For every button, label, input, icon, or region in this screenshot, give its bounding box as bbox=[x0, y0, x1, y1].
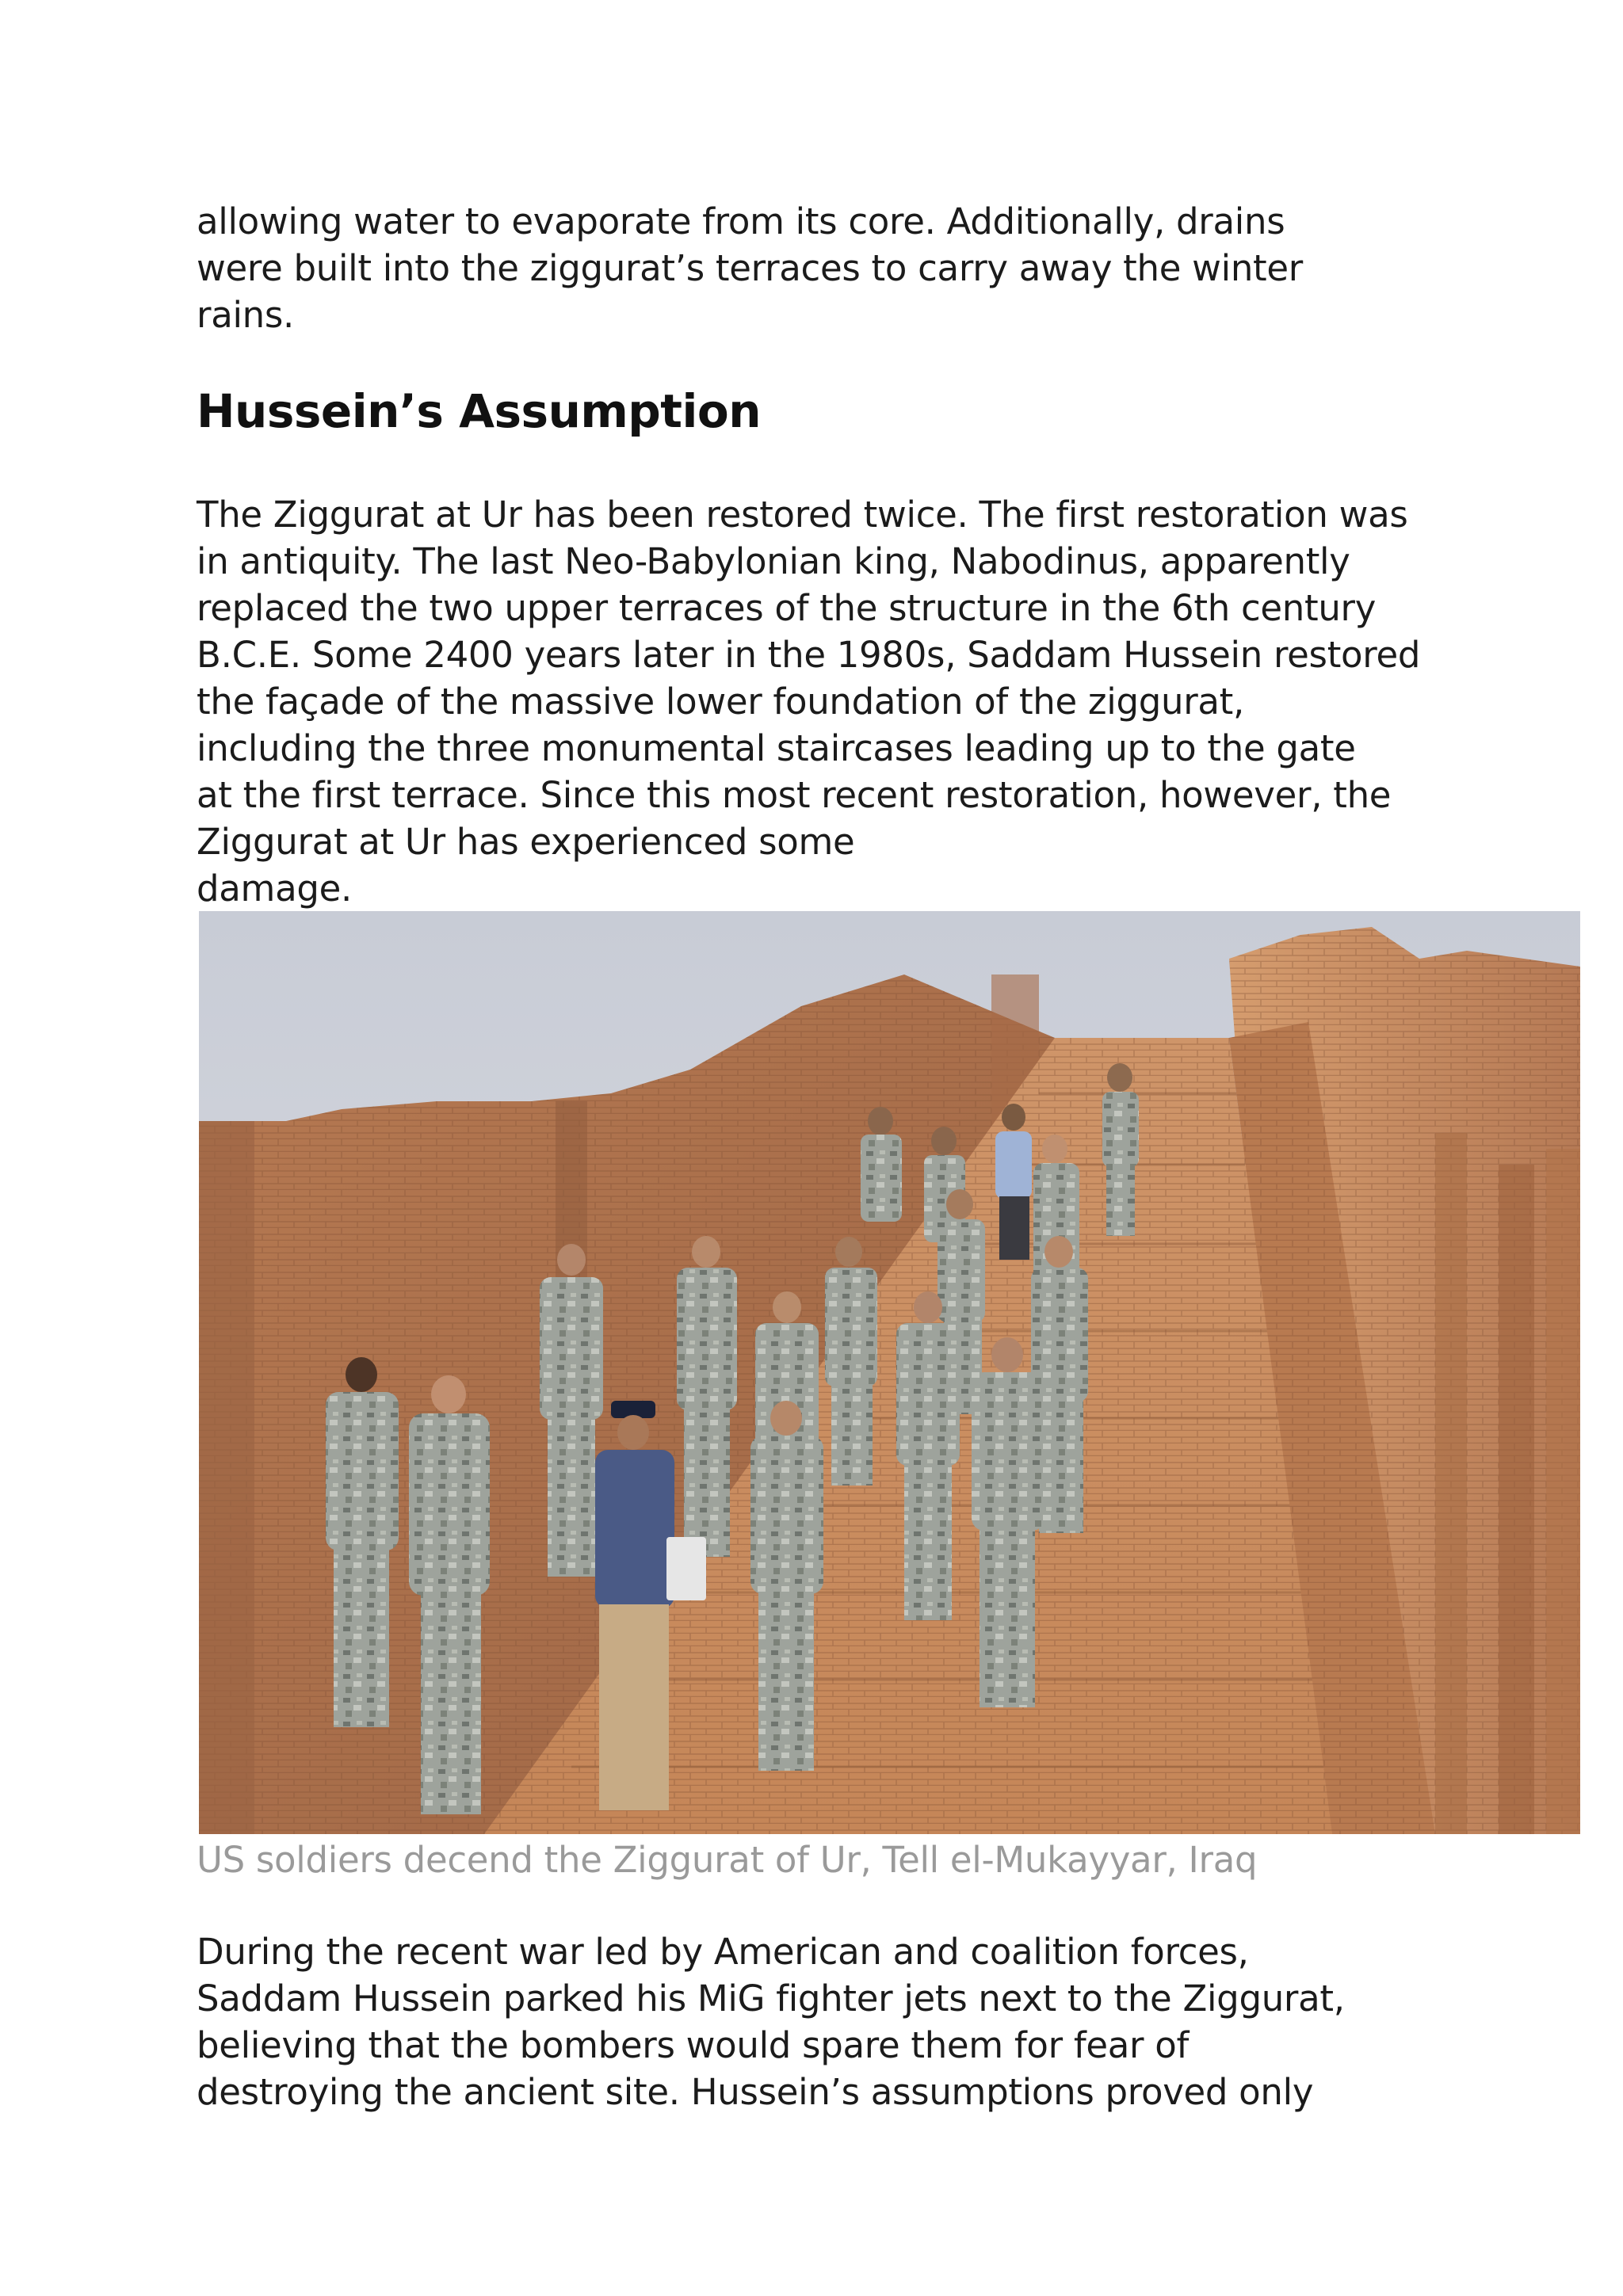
text-line: were built into the ziggurat’s terraces to carry away the winter bbox=[197, 247, 1303, 289]
text-line: in antiquity. The last Neo-Babylonian king, Nabodinus, apparently bbox=[197, 540, 1350, 582]
intro-paragraph bbox=[197, 198, 1449, 338]
text-line: B.C.E. Some 2400 years later in the 1980s, Saddam Hussein restored bbox=[197, 634, 1421, 676]
text-line: replaced the two upper terraces of the structure in the 6th century bbox=[197, 587, 1377, 629]
text-line: including the three monumental staircases leading up to the gate bbox=[197, 727, 1356, 769]
figure-caption: US soldiers decend the Ziggurat of Ur, Tell el-Mukayyar, Iraq bbox=[197, 1839, 1258, 1881]
text-line: allowing water to evaporate from its core. Additionally, drains bbox=[197, 200, 1285, 242]
text-line: the façade of the massive lower foundation of the ziggurat, bbox=[197, 681, 1245, 723]
text-line: destroying the ancient site. Hussein’s assumptions proved only bbox=[197, 2071, 1314, 2113]
text-line: believing that the bombers would spare them for fear of bbox=[197, 2024, 1190, 2066]
war-paragraph bbox=[197, 1928, 1449, 2115]
text-line: Ziggurat at Ur has experienced some bbox=[197, 821, 855, 863]
text-line: Saddam Hussein parked his MiG fighter jets next to the Ziggurat, bbox=[197, 1978, 1345, 2019]
text-line: at the first terrace. Since this most recent restoration, however, the bbox=[197, 774, 1392, 816]
text-line: rains. bbox=[197, 294, 295, 336]
text-line: During the recent war led by American and coalition forces, bbox=[197, 1931, 1249, 1973]
section-heading: Hussein’s Assumption bbox=[197, 384, 762, 438]
text-line: damage. bbox=[197, 868, 353, 910]
text-line: The Ziggurat at Ur has been restored twice. The first restoration was bbox=[197, 494, 1408, 536]
ziggurat-photo bbox=[199, 911, 1580, 1834]
restoration-paragraph bbox=[197, 491, 1449, 912]
